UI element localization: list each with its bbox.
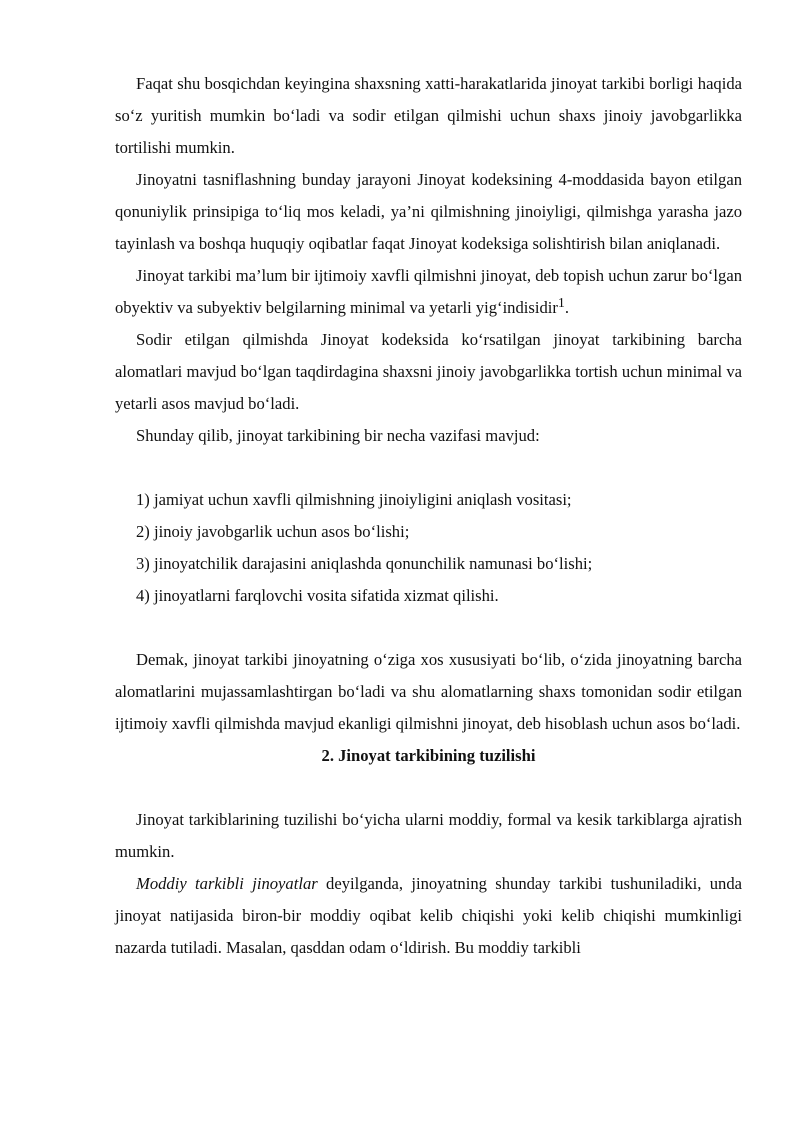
paragraph-legality-principle: Jinoyatni tasniflashning bunday jarayoni Jinoyat kodeksining 4-moddasida bayon etilgan qonuniylik prinsipiga toʻliq mos keladi, ya’ni qilmishning jinoiyligi, qilmishga yarasha jazo tayinlash va boshqa huquqiy oqibatlar faqat Jinoyat kodeksiga solishtirish bilan aniqlanadi. xyxy=(115,170,742,253)
paragraph-material-crimes xyxy=(115,868,742,964)
paragraph-conclusion: Demak, jinoyat tarkibi jinoyatning oʻziga xos xususiyati boʻlib, oʻzida jinoyatning barcha alomatlarini mujassamlashtirgan boʻladi va shu alomatlarning shaxs tomonidan sodir etilgan ijtimoiy xavfli qilmishda mavjud ekanligi qilmishni jinoyat, deb hisoblash uchun asos boʻladi. xyxy=(115,650,742,733)
material-text: deyilganda, jinoyatning shunday tarkibi tushuniladiki, unda jinoyat natijasida biron-bir moddiy oqibat kelib chiqishi yoki kelib chiqishi mumkinligi nazarda tutiladi. Masalan, qasddan odam oʻldirish. Bu moddiy tarkibli xyxy=(115,874,743,957)
list-item: 3) jinoyatchilik darajasini aniqlashda qonunchilik namunasi boʻlishi; xyxy=(136,554,593,573)
document-page xyxy=(115,68,742,964)
spacer xyxy=(115,452,742,484)
functions-list xyxy=(115,484,742,612)
paragraph-stage: Faqat shu bosqichdan keyingina shaxsning xatti-harakatlarida jinoyat tarkibi borligi haqida soʻz yuritish mumkin boʻladi va sodir etilgan qilmishi uchun shaxs jinoiy javobgarlikka tortilishi mumkin. xyxy=(115,74,742,157)
section-heading: 2. Jinoyat tarkibining tuzilishi xyxy=(321,746,536,765)
definition-end: . xyxy=(564,298,570,317)
list-item: 2) jinoiy javobgarlik uchun asos boʻlishi; xyxy=(136,522,410,541)
paragraph-functions-intro: Shunday qilib, jinoyat tarkibining bir necha vazifasi mavjud: xyxy=(136,426,540,445)
spacer xyxy=(115,772,742,804)
material-term: Moddiy tarkibli jinoyatlar xyxy=(136,874,318,893)
paragraph-structure-intro: Jinoyat tarkiblarining tuzilishi boʻyicha ularni moddiy, formal va kesik tarkiblarga ajratish mumkin. xyxy=(115,810,742,861)
spacer xyxy=(115,612,742,644)
paragraph-definition xyxy=(115,260,742,324)
footnote-reference[interactable]: 1 xyxy=(557,296,565,311)
list-item: 4) jinoyatlarni farqlovchi vosita sifatida xizmat qilishi. xyxy=(136,586,499,605)
list-item: 1) jamiyat uchun xavfli qilmishning jinoiyligini aniqlash vositasi; xyxy=(136,490,572,509)
definition-text: Jinoyat tarkibi ma’lum bir ijtimoiy xavfli qilmishni jinoyat, deb topish uchun zarur boʻlgan obyektiv va subyektiv belgilarning minimal va yetarli yigʻindisidir xyxy=(115,266,742,317)
paragraph-grounds: Sodir etilgan qilmishda Jinoyat kodeksida koʻrsatilgan jinoyat tarkibining barcha alomatlari mavjud boʻlgan taqdirdagina shaxsni jinoiy javobgarlikka tortish uchun minimal va yetarli asos mavjud boʻladi. xyxy=(115,330,742,413)
